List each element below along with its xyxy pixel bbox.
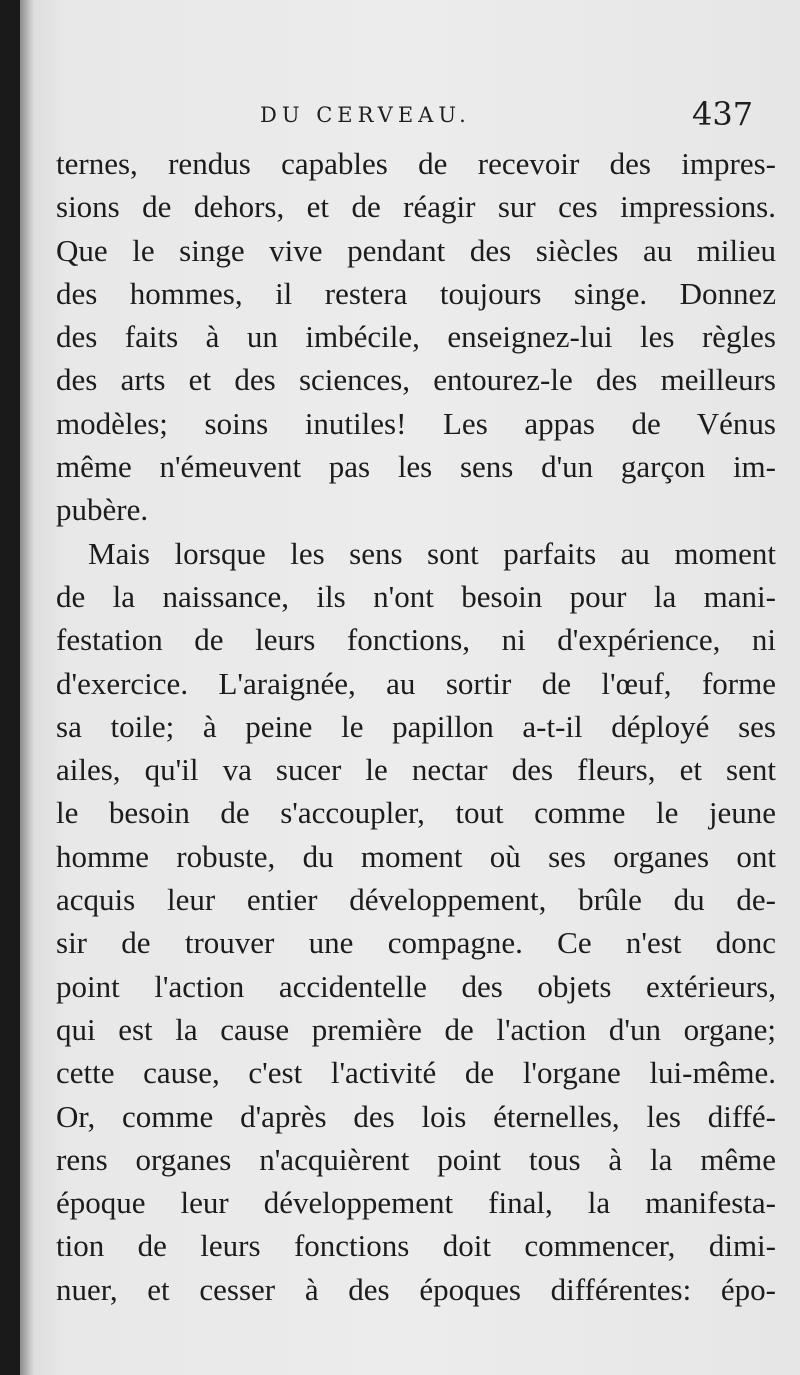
text-line: modèles; soins inutiles! Les appas de Vénus bbox=[56, 405, 776, 441]
text-line: des faits à un imbécile, enseignez-lui les règles bbox=[56, 319, 776, 355]
text-line: cette cause, c'est l'activité de l'organe lui-même. bbox=[56, 1055, 776, 1091]
text-line: époque leur développement final, la manifesta- bbox=[56, 1185, 776, 1221]
text-line: des hommes, il restera toujours singe. Donnez bbox=[56, 275, 776, 311]
text-line: des arts et des sciences, entourez-le des meilleurs bbox=[56, 362, 776, 398]
text-line: rens organes n'acquièrent point tous à la même bbox=[56, 1141, 776, 1177]
text-line: de la naissance, ils n'ont besoin pour la mani- bbox=[56, 578, 776, 614]
spine-shadow bbox=[20, 0, 34, 1375]
text-line: tion de leurs fonctions doit commencer, dimi- bbox=[56, 1228, 776, 1264]
text-line: sa toile; à peine le papillon a-t-il déployé ses bbox=[56, 708, 776, 744]
paragraph-1 bbox=[56, 142, 776, 532]
text-line: sions de dehors, et de réagir sur ces impressions. bbox=[56, 189, 776, 225]
running-title: DU CERVEAU. bbox=[260, 103, 471, 127]
text-line: Que le singe vive pendant des siècles au milieu bbox=[56, 232, 776, 268]
text-line: même n'émeuvent pas les sens d'un garçon im- bbox=[56, 449, 776, 485]
running-head bbox=[20, 95, 800, 145]
text-line: homme robuste, du moment où ses organes ont bbox=[56, 838, 776, 874]
text-line: festation de leurs fonctions, ni d'expérience, ni bbox=[56, 622, 776, 658]
text-line: sir de trouver une compagne. Ce n'est donc bbox=[56, 925, 776, 961]
text-line: Or, comme d'après des lois éternelles, les diffé- bbox=[56, 1098, 776, 1134]
text-line: pubère. bbox=[56, 492, 149, 528]
text-line: qui est la cause première de l'action d'un organe; bbox=[56, 1011, 776, 1047]
text-line: point l'action accidentelle des objets extérieurs, bbox=[56, 968, 776, 1004]
text-line: acquis leur entier développement, brûle du de- bbox=[56, 882, 776, 918]
text-line: ailes, qu'il va sucer le nectar des fleurs, et sent bbox=[56, 752, 776, 788]
paragraph-2 bbox=[56, 532, 776, 1311]
text-line: d'exercice. L'araignée, au sortir de l'œuf, forme bbox=[56, 665, 776, 701]
page-number: 437 bbox=[692, 95, 754, 133]
text-line: le besoin de s'accoupler, tout comme le jeune bbox=[56, 795, 776, 831]
body-text bbox=[56, 142, 776, 1311]
text-line: nuer, et cesser à des époques différentes: épo- bbox=[56, 1271, 776, 1307]
book-page bbox=[20, 0, 800, 1375]
text-line: Mais lorsque les sens sont parfaits au moment bbox=[88, 535, 776, 571]
text-line: ternes, rendus capables de recevoir des impres- bbox=[56, 146, 776, 181]
